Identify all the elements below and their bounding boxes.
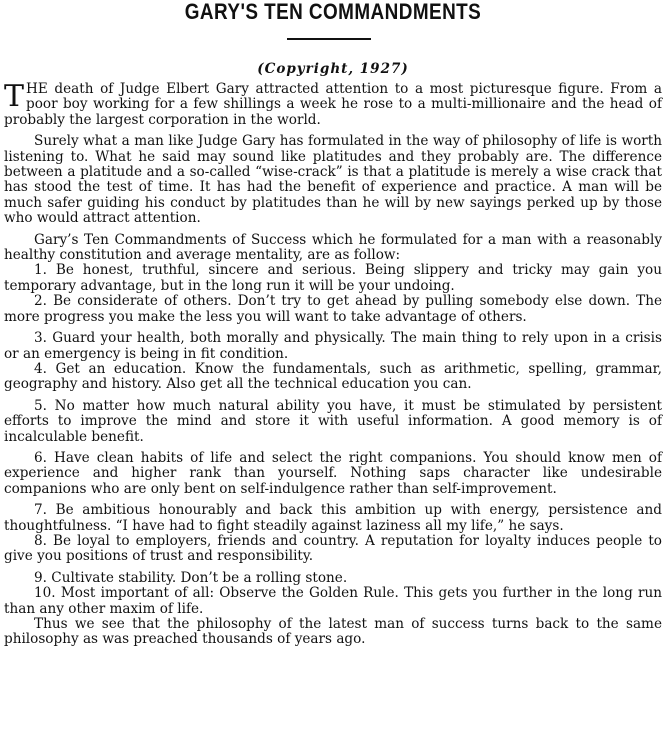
commandment-6: 6. Have clean habits of life and select the right companions. You should know men of experience and higher rank than yourself. Nothing saps character like undesirable companions who are only bent on self-indulgence rather than self-improvement. <box>4 449 662 497</box>
commandment-9: 9. Cultivate stability. Don’t be a rolling stone. <box>34 569 348 586</box>
commandment-3: 3. Guard your health, both morally and physically. The main thing to rely upon in a crisis or an emergency is being in fit condition. <box>4 330 662 362</box>
closing-paragraph: Thus we see that the philosophy of the latest man of success turns back to the same philosophy as was preached thousands of years ago. <box>4 616 662 648</box>
commandment-2: 2. Be considerate of others. Don’t try to get ahead by pulling somebody else down. The more progress you make the less you will want to take advantage of others. <box>4 293 662 325</box>
intro-paragraph <box>4 79 662 128</box>
article-title: GARY'S TEN COMMANDMENTS <box>184 0 482 24</box>
copyright-line: (Copyright, 1927) <box>257 61 409 77</box>
commandment-8: 8. Be loyal to employers, friends and country. A reputation for loyalty induces people to give you positions of trust and responsibility. <box>4 532 662 565</box>
title-rule <box>287 38 371 40</box>
commandment-5: 5. No matter how much natural ability you have, it must be stimulated by persistent efforts to improve the mind and store it with useful information. A good memory is of incalculable benefit. <box>4 397 662 445</box>
article-body <box>4 79 662 648</box>
paragraph-3: Gary’s Ten Commandments of Success which he formulated for a man with a reasonably healthy constitution and average mentality, are as follow: <box>4 231 662 264</box>
drop-cap: T <box>4 79 25 114</box>
intro-text: HE death of Judge Elbert Gary attracted attention to a most picturesque figure. From a poor boy working for a few shillings a week he rose to a multi-millionaire and the head of probably the largest corporation in the world. <box>4 81 662 128</box>
commandment-1: 1. Be honest, truthful, sincere and serious. Being slippery and tricky may gain you temporary advantage, but in the long run it will be your undoing. <box>4 262 662 294</box>
commandment-4: 4. Get an education. Know the fundamentals, such as arithmetic, spelling, grammar, geography and history. Also get all the technical education you can. <box>4 360 662 393</box>
commandment-7: 7. Be ambitious honourably and back this ambition up with energy, persistence and thoughtfulness. “I have had to fight steadily against laziness all my life,” he says. <box>4 502 662 534</box>
commandment-10: 10. Most important of all: Observe the Golden Rule. This gets you further in the long run than any other maxim of life. <box>4 585 662 617</box>
paragraph-2: Surely what a man like Judge Gary has formulated in the way of philosophy of life is worth listening to. What he said may sound like platitudes and they probably are. The difference between a platitude and a so-called “wise-crack” is that a platitude is merely a wise crack that has stood the test of time. It has had the benefit of experience and practice. A man will be much safer guiding his conduct by platitudes than he will by new sayings perked up by those who would attract attention. <box>4 133 662 227</box>
